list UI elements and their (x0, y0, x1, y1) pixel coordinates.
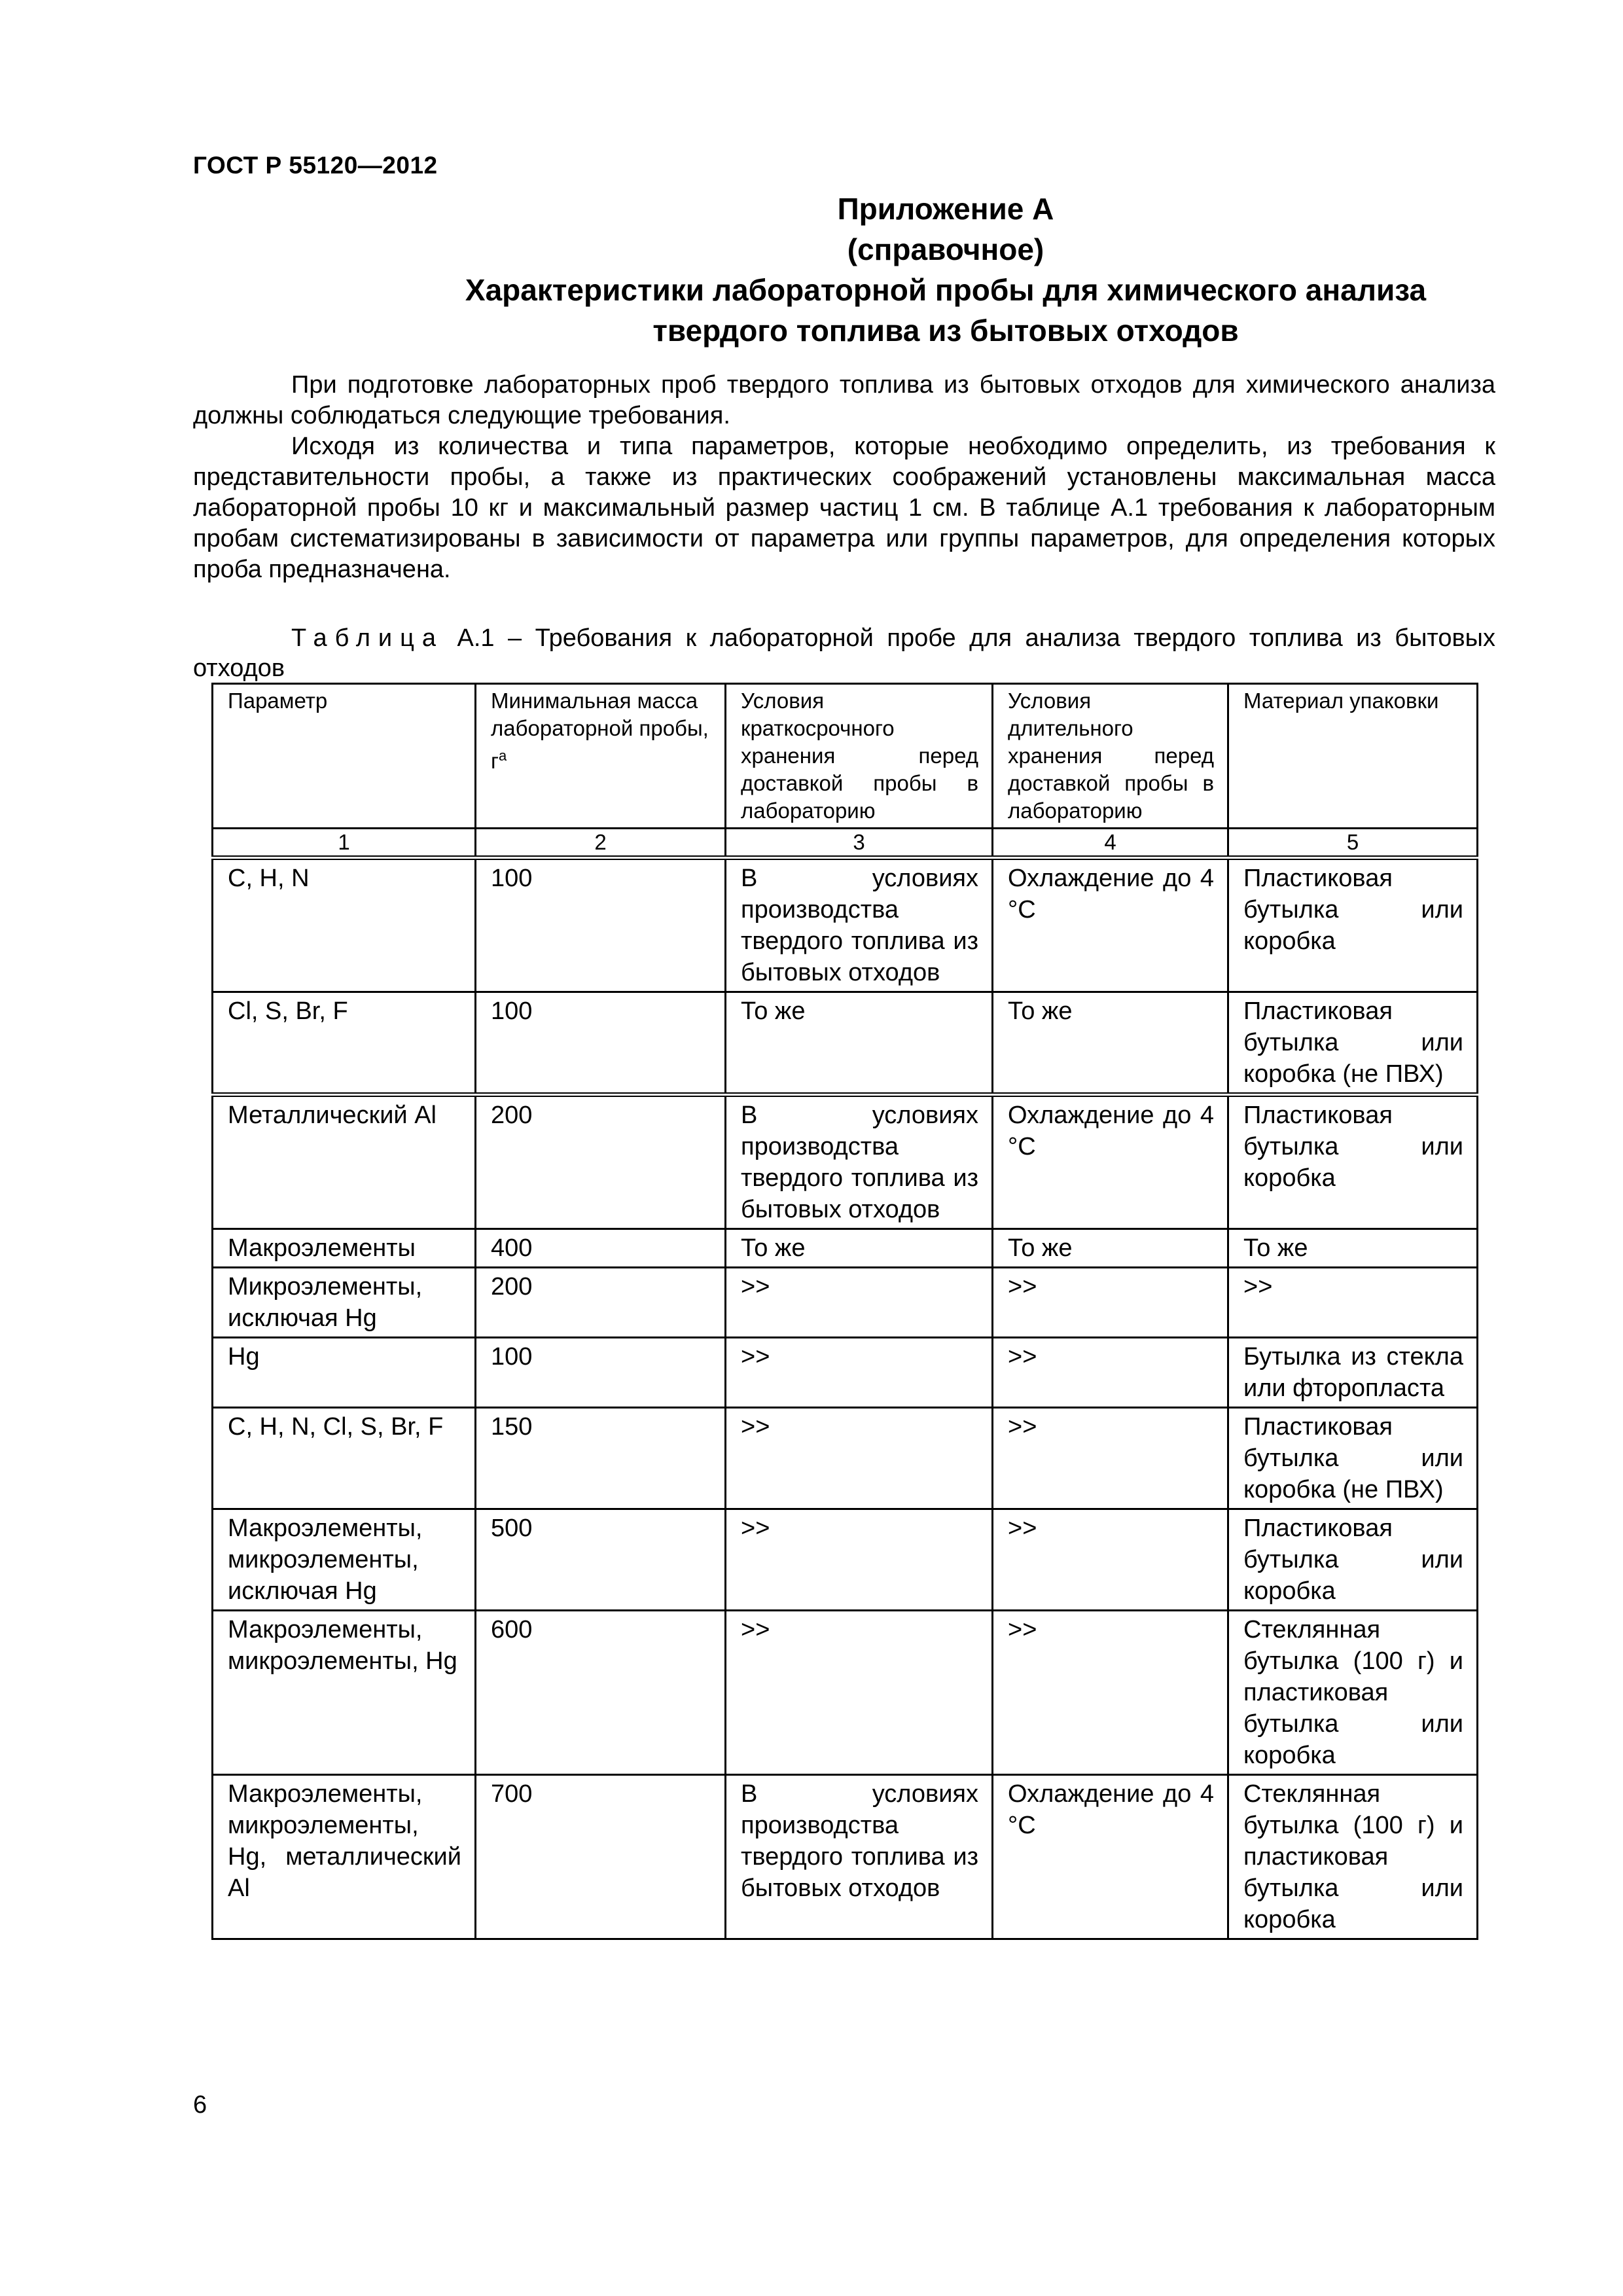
appendix-kind: (справочное) (847, 232, 1044, 266)
cell-packaging: >> (1228, 1268, 1478, 1338)
cell-parameter: Макроэлементы, микроэлементы, Hg, металлический Al (213, 1775, 476, 1939)
table-row (213, 1775, 1478, 1939)
column-number: 1 (213, 829, 476, 858)
cell-mass: 150 (476, 1408, 726, 1509)
table-row (213, 1268, 1478, 1338)
table-caption (193, 623, 1495, 683)
cell-parameter: Микроэлементы, исключая Hg (213, 1268, 476, 1338)
table-caption-word: Таблица (291, 624, 444, 652)
table-row (213, 992, 1478, 1095)
header-parameter: Параметр (213, 684, 476, 829)
table-row (213, 1095, 1478, 1229)
cell-long-storage: Охлаждение до 4 °С (993, 1775, 1228, 1939)
table-row (213, 1509, 1478, 1611)
cell-packaging: Пластиковая бутылка или коробка (не ПВХ) (1228, 992, 1478, 1095)
table-row (213, 1408, 1478, 1509)
cell-mass: 600 (476, 1611, 726, 1775)
cell-long-storage: То же (993, 992, 1228, 1095)
body-text (193, 370, 1495, 585)
appendix-heading (196, 188, 1623, 351)
cell-short-storage: >> (726, 1408, 993, 1509)
cell-mass: 700 (476, 1775, 726, 1939)
cell-packaging: Пластиковая бутылка или коробка (1228, 1095, 1478, 1229)
cell-packaging: Бутылка из стекла или фторопласта (1228, 1338, 1478, 1408)
cell-short-storage: То же (726, 992, 993, 1095)
table-caption-text: А.1 – Требования к лабораторной пробе для анализа твердого топлива из бытовых отходов (193, 624, 1495, 682)
cell-parameter: Макроэлементы (213, 1229, 476, 1268)
cell-parameter: Макроэлементы, микроэлементы, исключая Hg (213, 1509, 476, 1611)
paragraph-1: При подготовке лабораторных проб твердого топлива из бытовых отходов для химического анализа должны соблюдаться следующие требования. (193, 371, 1495, 429)
column-number: 5 (1228, 829, 1478, 858)
paragraph-2: Исходя из количества и типа параметров, которые необходимо определить, из требования к представительности пробы, а также из практических соображений установлены максимальная масса лабораторной пробы 10 кг и максимальный размер частиц 1 см. В таблице А.1 требования к лабораторным пробам систематизированы в зависимости от параметра или группы параметров, для определения которых проба предназначена. (193, 433, 1495, 583)
footnote-mark: а (499, 747, 507, 764)
heading-line-1: Характеристики лабораторной пробы для химического анализа (465, 273, 1427, 307)
table-row (213, 1229, 1478, 1268)
cell-long-storage: Охлаждение до 4 °С (993, 1095, 1228, 1229)
column-number: 2 (476, 829, 726, 858)
cell-short-storage: То же (726, 1229, 993, 1268)
cell-mass: 500 (476, 1509, 726, 1611)
cell-short-storage: В условиях производства твердого топлива из бытовых отходов (726, 1775, 993, 1939)
table-row (213, 1611, 1478, 1775)
header-packaging: Материал упаковки (1228, 684, 1478, 829)
column-number: 4 (993, 829, 1228, 858)
column-number-row (213, 829, 1478, 858)
appendix-title: Приложение А (837, 192, 1054, 226)
cell-long-storage: >> (993, 1408, 1228, 1509)
cell-packaging: Пластиковая бутылка или коробка (1228, 858, 1478, 992)
cell-short-storage: В условиях производства твердого топлива из бытовых отходов (726, 858, 993, 992)
cell-mass: 200 (476, 1095, 726, 1229)
cell-packaging: Стеклянная бутылка (100 г) и пластиковая бутылка или коробка (1228, 1775, 1478, 1939)
cell-long-storage: >> (993, 1268, 1228, 1338)
table-header-row (213, 684, 1478, 829)
cell-parameter: С, Н, N (213, 858, 476, 992)
table-row (213, 858, 1478, 992)
cell-parameter: Макроэлементы, микроэлементы, Hg (213, 1611, 476, 1775)
cell-parameter: Металлический Al (213, 1095, 476, 1229)
cell-long-storage: >> (993, 1509, 1228, 1611)
cell-long-storage: То же (993, 1229, 1228, 1268)
cell-packaging: Стеклянная бутылка (100 г) и пластиковая бутылка или коробка (1228, 1611, 1478, 1775)
heading-line-2: твердого топлива из бытовых отходов (652, 314, 1239, 348)
cell-mass: 200 (476, 1268, 726, 1338)
cell-mass: 400 (476, 1229, 726, 1268)
cell-parameter: Hg (213, 1338, 476, 1408)
header-short-storage: Условия краткосрочного хранения перед доставкой пробы в лабораторию (726, 684, 993, 829)
header-long-storage: Условия длительного хранения перед доставкой пробы в лабораторию (993, 684, 1228, 829)
cell-short-storage: В условиях производства твердого топлива из бытовых отходов (726, 1095, 993, 1229)
cell-long-storage: >> (993, 1338, 1228, 1408)
header-min-mass (476, 684, 726, 829)
cell-parameter: Cl, S, Br, F (213, 992, 476, 1095)
cell-short-storage: >> (726, 1509, 993, 1611)
page-number: 6 (193, 2091, 207, 2119)
cell-long-storage: Охлаждение до 4 °С (993, 858, 1228, 992)
requirements-table (211, 683, 1478, 1940)
cell-packaging: Пластиковая бутылка или коробка (1228, 1509, 1478, 1611)
cell-mass: 100 (476, 858, 726, 992)
cell-short-storage: >> (726, 1268, 993, 1338)
cell-short-storage: >> (726, 1338, 993, 1408)
cell-packaging: То же (1228, 1229, 1478, 1268)
cell-mass: 100 (476, 1338, 726, 1408)
header-min-mass-text: Минимальная масса лабораторной пробы, г (491, 689, 709, 773)
standard-id: ГОСТ Р 55120—2012 (193, 152, 438, 179)
cell-short-storage: >> (726, 1611, 993, 1775)
cell-packaging: Пластиковая бутылка или коробка (не ПВХ) (1228, 1408, 1478, 1509)
column-number: 3 (726, 829, 993, 858)
cell-long-storage: >> (993, 1611, 1228, 1775)
cell-parameter: С, Н, N, Cl, S, Br, F (213, 1408, 476, 1509)
table-row (213, 1338, 1478, 1408)
cell-mass: 100 (476, 992, 726, 1095)
